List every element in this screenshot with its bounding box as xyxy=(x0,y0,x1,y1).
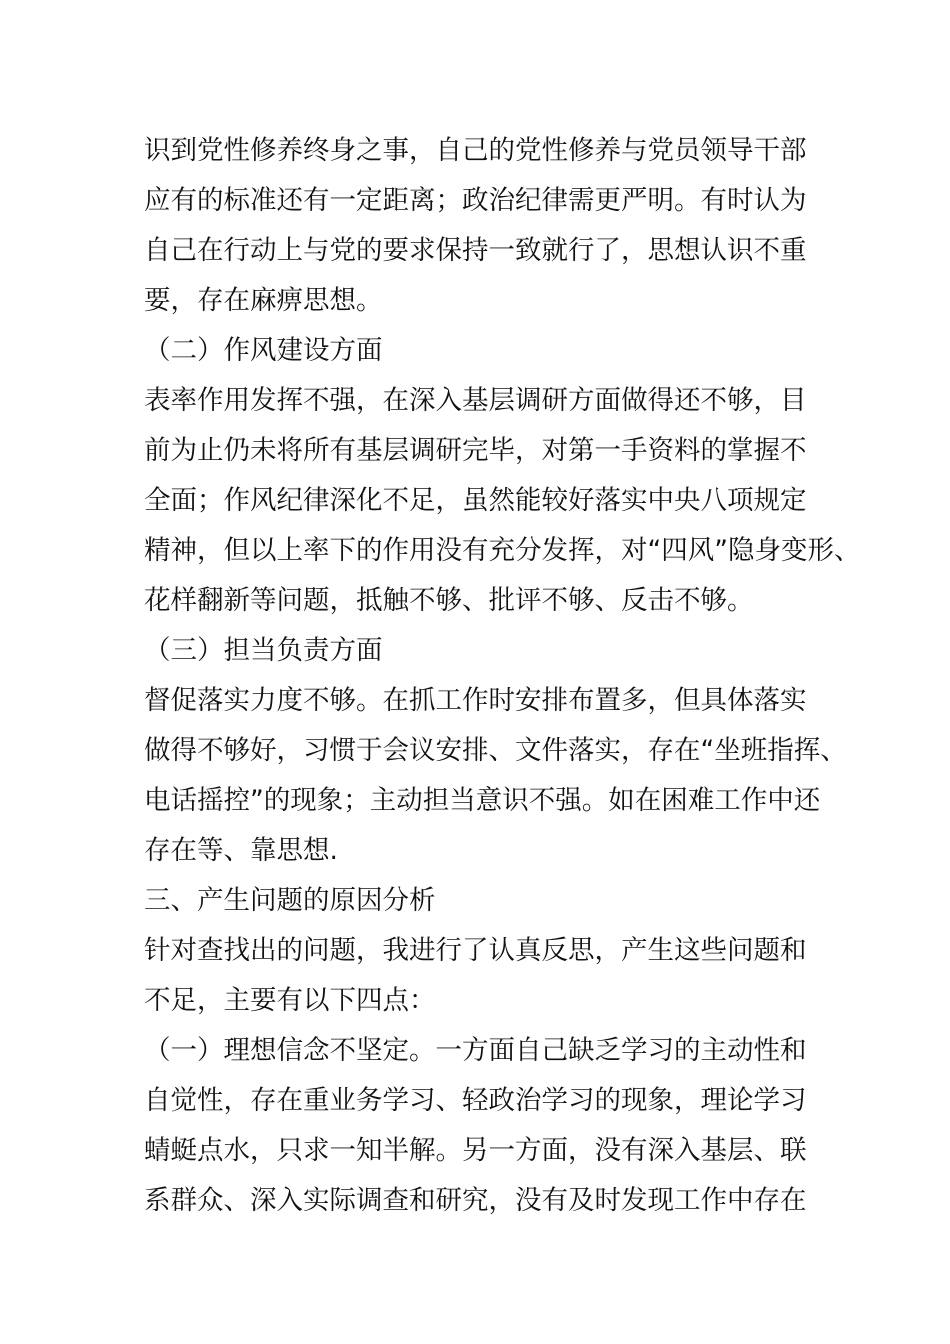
paragraph-line: 花样翻新等问题，抵触不够、批评不够、反击不够。 xyxy=(144,585,754,616)
paragraph-line: 精神，但以上率下的作用没有充分发挥，对“四风”隐身变形、 xyxy=(144,535,861,566)
document-body xyxy=(144,126,861,1226)
section-heading: （二）作风建设方面 xyxy=(144,335,383,366)
paragraph-line: 不足，主要有以下四点： xyxy=(144,985,436,1016)
paragraph-line: 应有的标准还有一定距离；政治纪律需更严明。有时认为 xyxy=(144,185,807,216)
section-heading: （三）担当负责方面 xyxy=(144,635,383,666)
paragraph-line: 电话摇控”的现象；主动担当意识不强。如在困难工作中还 xyxy=(144,785,821,816)
paragraph-line: （一）理想信念不坚定。一方面自己缺乏学习的主动性和 xyxy=(144,1035,807,1066)
paragraph-line: 督促落实力度不够。在抓工作时安排布置多，但具体落实 xyxy=(144,685,807,716)
paragraph-line: 针对查找出的问题，我进行了认真反思，产生这些问题和 xyxy=(144,935,807,966)
paragraph-line: 存在等、靠思想. xyxy=(144,835,338,866)
paragraph-line: 要，存在麻痹思想。 xyxy=(144,285,383,316)
paragraph-line: 做得不够好，习惯于会议安排、文件落实，存在“坐班指挥、 xyxy=(144,735,847,766)
paragraph-line: 自己在行动上与党的要求保持一致就行了，思想认识不重 xyxy=(144,235,807,266)
paragraph-line: 全面；作风纪律深化不足，虽然能较好落实中央八项规定 xyxy=(144,485,807,516)
paragraph-line: 系群众、深入实际调查和研究，没有及时发现工作中存在 xyxy=(144,1185,807,1216)
paragraph-line: 识到党性修养终身之事，自己的党性修养与党员领导干部 xyxy=(144,135,807,166)
paragraph-line: 蜻蜓点水，只求一知半解。另一方面，没有深入基层、联 xyxy=(144,1135,807,1166)
paragraph-line: 前为止仍未将所有基层调研完毕，对第一手资料的掌握不 xyxy=(144,435,807,466)
paragraph-line: 表率作用发挥不强，在深入基层调研方面做得还不够，目 xyxy=(144,385,807,416)
chapter-heading: 三、产生问题的原因分析 xyxy=(144,885,436,916)
paragraph-line: 自觉性，存在重业务学习、轻政治学习的现象，理论学习 xyxy=(144,1085,807,1116)
